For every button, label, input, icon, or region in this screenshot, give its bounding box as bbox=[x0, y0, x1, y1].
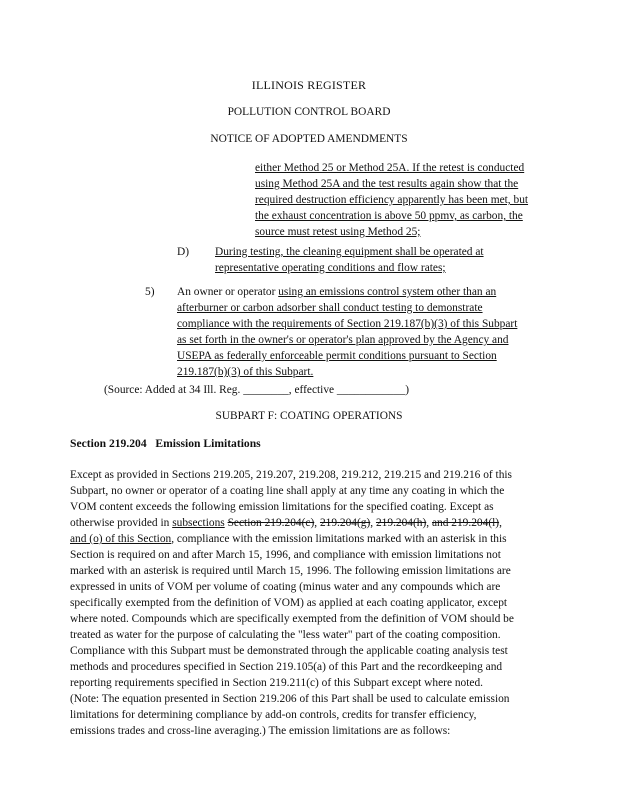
board-title: POLLUTION CONTROL BOARD bbox=[227, 106, 391, 118]
item-d-line: representative operating conditions and flow rates; bbox=[215, 262, 446, 274]
body-line: (Note: The equation presented in Section 219.206 of this Part shall be used to calculate emission bbox=[70, 693, 510, 705]
body-line: reporting requirements specified in Section 219.211(c) of this Subpart except where noted. bbox=[70, 677, 483, 689]
item-5-label: 5) bbox=[145, 286, 155, 298]
item-d-line: During testing, the cleaning equipment shall be operated at bbox=[215, 246, 484, 258]
body-line: marked with an asterisk is required until March 15, 1996. The following emission limitations are bbox=[70, 565, 511, 577]
notice-title: NOTICE OF ADOPTED AMENDMENTS bbox=[210, 133, 408, 145]
item-5-text bbox=[177, 284, 557, 380]
continuation-line: source must retest using Method 25; bbox=[255, 226, 421, 238]
body-line: expressed in units of VOM per volume of coating (minus water and any compounds which are bbox=[70, 581, 501, 593]
section-title: Emission Limitations bbox=[155, 437, 261, 450]
section-heading bbox=[70, 436, 261, 452]
body-line: Except as provided in Sections 219.205, 219.207, 219.208, 219.212, 219.215 and 219.216 of this bbox=[70, 469, 512, 481]
section-number: Section 219.204 bbox=[70, 437, 147, 450]
item-5-line: An owner or operator using an emissions control system other than an bbox=[177, 286, 497, 298]
item-5-line: USEPA as federally enforceable permit conditions pursuant to Section bbox=[177, 350, 497, 362]
item-5-line: compliance with the requirements of Section 219.187(b)(3) of this Subpart bbox=[177, 318, 518, 330]
continuation-line: required destruction efficiency apparently has been met, but bbox=[255, 194, 529, 206]
body-line: and (o) of this Section, compliance with the emission limitations marked with an asterisk in this bbox=[70, 533, 507, 545]
body-line: where noted. Compounds which are specifically exempted from the definition of VOM should be bbox=[70, 613, 514, 625]
body-line: limitations for determining compliance by add-on controls, credits for transfer efficiency, bbox=[70, 709, 477, 721]
item-5-line: afterburner or carbon adsorber shall conduct testing to demonstrate bbox=[177, 302, 483, 314]
continuation-line: either Method 25 or Method 25A. If the retest is conducted bbox=[255, 162, 525, 174]
body-line: specifically exempted from the definition of VOM) as applied at each coating applicator, except bbox=[70, 597, 508, 609]
body-line: Compliance with this Subpart must be demonstrated through the applicable coating analysis test bbox=[70, 645, 508, 657]
body-line: emissions trades and cross-line averaging.) The emission limitations are as follows: bbox=[70, 725, 451, 737]
continuation-line: the exhaust concentration is above 50 ppmv, as carbon, the bbox=[255, 210, 523, 222]
body-line: otherwise provided in subsections Section 219.204(c), 219.204(g), 219.204(h), and 219.204(l), bbox=[70, 517, 502, 529]
body-line: VOM content exceeds the following emission limitations for the specified coating. Except as bbox=[70, 501, 494, 513]
body-line: Section is required on and after March 15, 1996, and compliance with emission limitations not bbox=[70, 549, 501, 561]
item-d-label: D) bbox=[177, 246, 190, 258]
source-note: (Source: Added at 34 Ill. Reg. ________, effective ____________) bbox=[104, 384, 410, 396]
body-line: Subpart, no owner or operator of a coating line shall apply at any time any coating in which the bbox=[70, 485, 505, 497]
item-d-text bbox=[215, 244, 555, 276]
register-title: ILLINOIS REGISTER bbox=[0, 77, 618, 93]
continuation-block bbox=[255, 160, 555, 240]
body-line: methods and procedures specified in Section 219.105(a) of this Part and the recordkeeping and bbox=[70, 661, 503, 673]
body-line: treated as water for the purpose of calculating the "less water" part of the coating composition. bbox=[70, 629, 501, 641]
item-5-line: as set forth in the owner's or operator's plan approved by the Agency and bbox=[177, 334, 509, 346]
item-5-line: 219.187(b)(3) of this Subpart. bbox=[177, 366, 314, 378]
subpart-heading: SUBPART F: COATING OPERATIONS bbox=[215, 410, 403, 422]
body-paragraph bbox=[70, 467, 552, 739]
continuation-line: using Method 25A and the test results again show that the bbox=[255, 178, 519, 190]
